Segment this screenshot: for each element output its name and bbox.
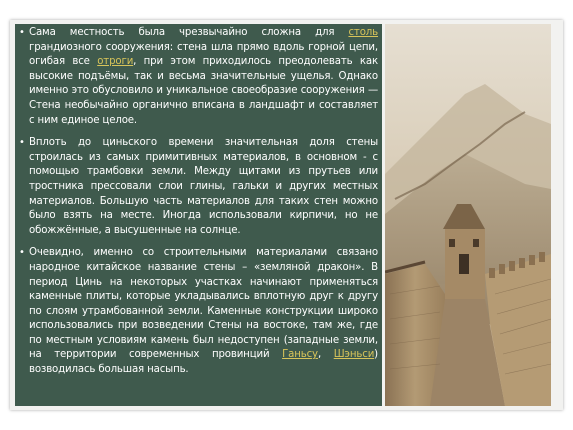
bullet-icon: • — [19, 27, 25, 38]
paragraph-2 — [19, 136, 378, 238]
paragraph-text: Очевидно, именно со строительными материалами связано народное китайское название стены – «земляной дракон». В период Цинь на некоторых участках начинают применяться каменные плиты, которые укладывались вплотную друг к другу по слоям утрамбованной земли. Каменные конструкции широко использовались при возведении Стены на востоке, там же, где по местным условиям камень был недоступен (западные земли, на территории современных провинций — [29, 247, 378, 361]
paragraph-text: ) возводилась большая насыпь. — [29, 349, 378, 376]
watchtower — [443, 204, 485, 299]
paragraph-text: Сама местность была чрезвычайно сложна для — [29, 27, 349, 38]
link-столь[interactable]: столь — [348, 27, 378, 38]
paragraph-text: , при этом приходилось преодолевать как высокие подъёмы, так и весьма значительные ущелья. Однако именно это обусловило и уникальное своеобразие сооружения — Стена необычайно органично вписана в ландшафт и составляет с ним единое целое. — [29, 56, 379, 126]
great-wall-photo — [385, 24, 551, 406]
text-panel — [15, 24, 382, 406]
bullet-icon: • — [19, 137, 25, 149]
link-ганьсу[interactable]: Ганьсу — [282, 349, 318, 361]
link-отроги[interactable]: отроги — [97, 56, 134, 68]
paragraph-3 — [19, 246, 378, 377]
paragraph-1 — [19, 26, 378, 128]
paragraph-text: , — [317, 349, 334, 361]
link-шэньси[interactable]: Шэньси — [333, 349, 375, 361]
bullet-icon: • — [19, 247, 25, 259]
paragraph-text: грандиозного сооружения: стена шла прямо вдоль горной цепи, огибая все — [29, 41, 378, 68]
paragraph-text: Вплоть до циньского времени значительная доля стены строилась из самых примитивных материалов, в основном - с помощью трамбовки земли. Между щитами из прутьев или тростника прессовали слои глины, гальки и других местных материалов. Большую часть материалов для таких стен можно было взять на месте. Иногда использовали кирпичи, но не обожжённые, а высушенные на солнце. — [29, 137, 378, 236]
great-wall-illustration — [385, 24, 551, 406]
